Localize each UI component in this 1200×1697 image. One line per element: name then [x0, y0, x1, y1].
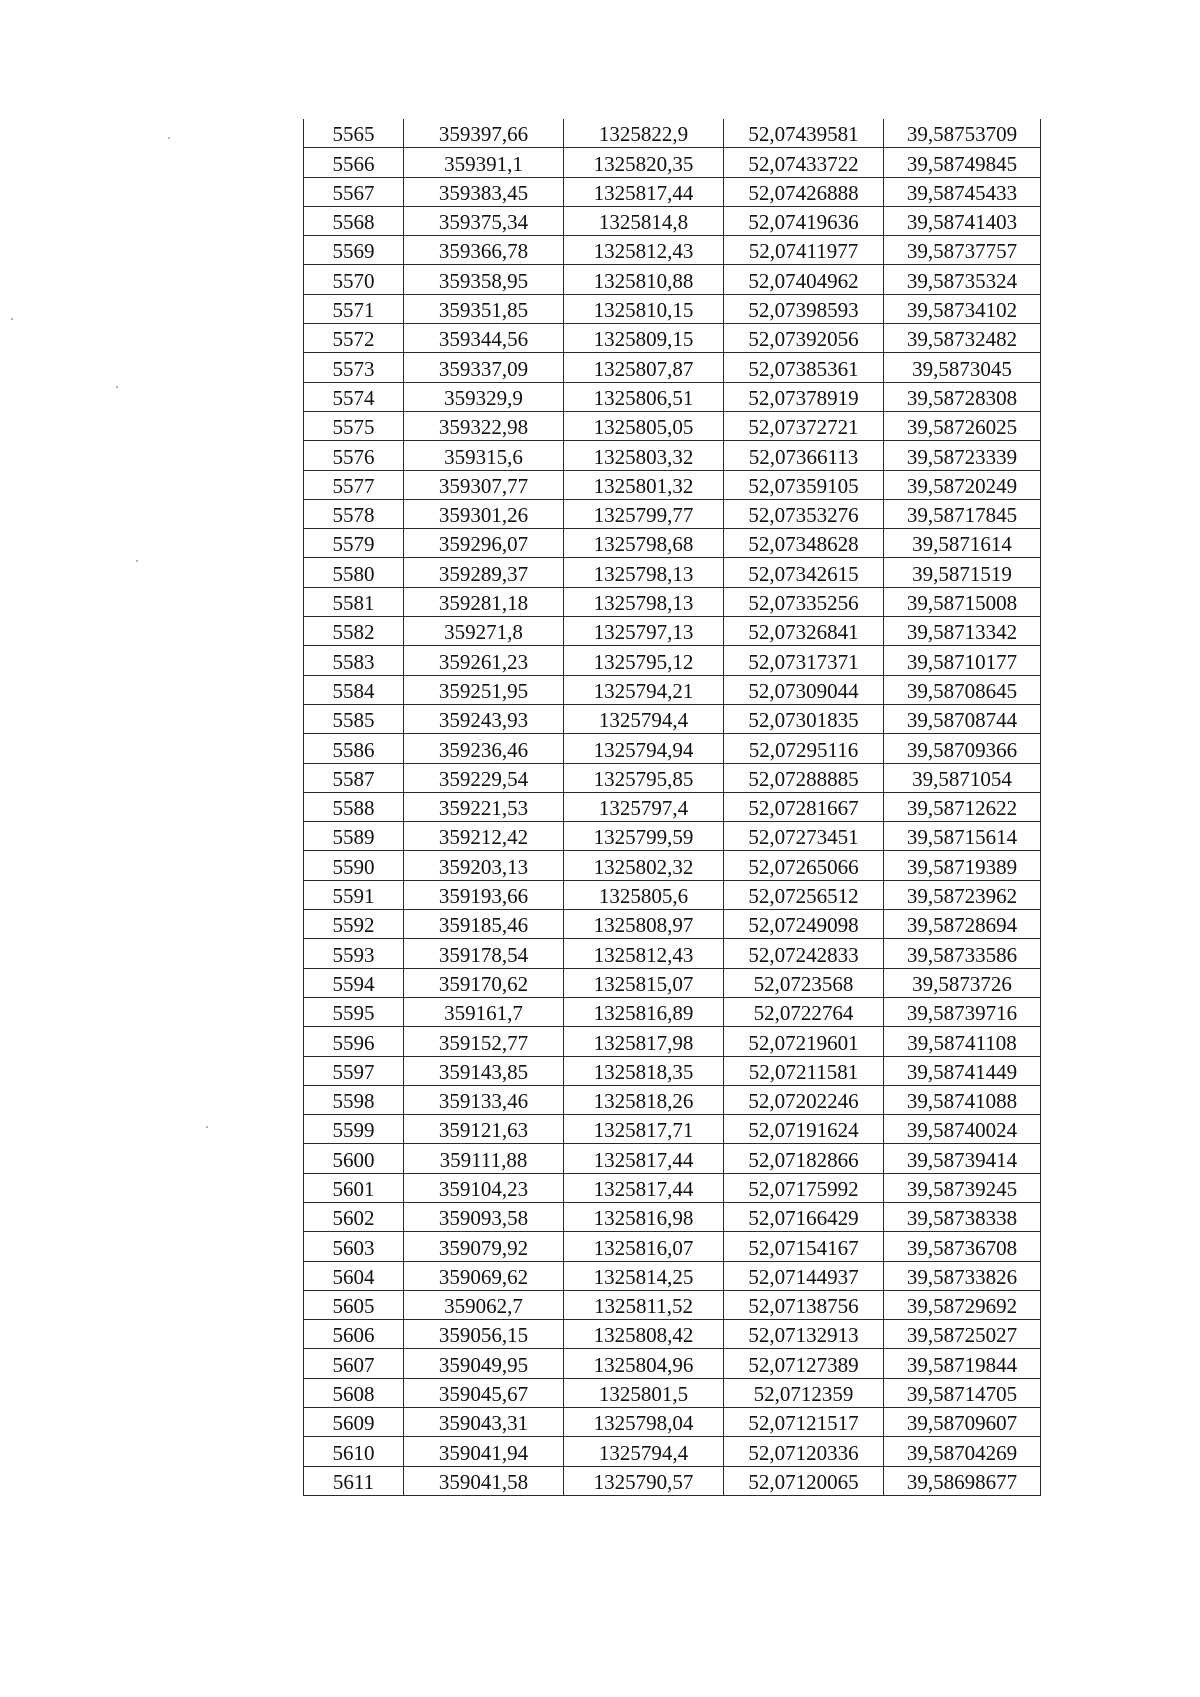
latitude-cell: 52,07378919 — [724, 382, 884, 411]
longitude-cell: 39,58753709 — [884, 119, 1041, 148]
table-row — [304, 910, 1041, 939]
point-number-cell: 5565 — [304, 119, 404, 148]
x-coordinate-cell: 359358,95 — [404, 265, 564, 294]
longitude-cell: 39,58715008 — [884, 587, 1041, 616]
table-row — [304, 1056, 1041, 1085]
latitude-cell: 52,07366113 — [724, 441, 884, 470]
y-coordinate-cell: 1325818,35 — [564, 1056, 724, 1085]
y-coordinate-cell: 1325797,13 — [564, 617, 724, 646]
point-number-cell: 5607 — [304, 1349, 404, 1378]
point-number-cell: 5600 — [304, 1144, 404, 1173]
y-coordinate-cell: 1325814,8 — [564, 206, 724, 235]
table-row — [304, 1173, 1041, 1202]
point-number-cell: 5581 — [304, 587, 404, 616]
latitude-cell: 52,07385361 — [724, 353, 884, 382]
point-number-cell: 5608 — [304, 1378, 404, 1407]
scan-speck — [11, 318, 13, 320]
longitude-cell: 39,5871054 — [884, 763, 1041, 792]
point-number-cell: 5588 — [304, 792, 404, 821]
y-coordinate-cell: 1325822,9 — [564, 119, 724, 148]
latitude-cell: 52,07256512 — [724, 880, 884, 909]
x-coordinate-cell: 359351,85 — [404, 294, 564, 323]
longitude-cell: 39,58735324 — [884, 265, 1041, 294]
table-row — [304, 1027, 1041, 1056]
latitude-cell: 52,07242833 — [724, 939, 884, 968]
table-row — [304, 675, 1041, 704]
latitude-cell: 52,07309044 — [724, 675, 884, 704]
table-row — [304, 763, 1041, 792]
longitude-cell: 39,58745433 — [884, 177, 1041, 206]
longitude-cell: 39,58729692 — [884, 1290, 1041, 1319]
latitude-cell: 52,07404962 — [724, 265, 884, 294]
longitude-cell: 39,58739716 — [884, 997, 1041, 1026]
x-coordinate-cell: 359170,62 — [404, 968, 564, 997]
table-row — [304, 1466, 1041, 1495]
longitude-cell: 39,58726025 — [884, 411, 1041, 440]
latitude-cell: 52,07419636 — [724, 206, 884, 235]
latitude-cell: 52,07359105 — [724, 470, 884, 499]
x-coordinate-cell: 359152,77 — [404, 1027, 564, 1056]
latitude-cell: 52,07154167 — [724, 1232, 884, 1261]
longitude-cell: 39,58717845 — [884, 499, 1041, 528]
y-coordinate-cell: 1325794,21 — [564, 675, 724, 704]
y-coordinate-cell: 1325810,88 — [564, 265, 724, 294]
longitude-cell: 39,58704269 — [884, 1437, 1041, 1466]
point-number-cell: 5589 — [304, 822, 404, 851]
x-coordinate-cell: 359344,56 — [404, 324, 564, 353]
point-number-cell: 5578 — [304, 499, 404, 528]
y-coordinate-cell: 1325802,32 — [564, 851, 724, 880]
table-row — [304, 646, 1041, 675]
point-number-cell: 5579 — [304, 529, 404, 558]
coordinates-table — [303, 119, 1041, 1496]
table-row — [304, 1437, 1041, 1466]
point-number-cell: 5582 — [304, 617, 404, 646]
point-number-cell: 5576 — [304, 441, 404, 470]
y-coordinate-cell: 1325816,89 — [564, 997, 724, 1026]
point-number-cell: 5611 — [304, 1466, 404, 1495]
point-number-cell: 5593 — [304, 939, 404, 968]
x-coordinate-cell: 359178,54 — [404, 939, 564, 968]
table-row — [304, 148, 1041, 177]
scan-speck — [136, 560, 138, 562]
scan-speck — [116, 386, 118, 388]
y-coordinate-cell: 1325798,13 — [564, 558, 724, 587]
table-row — [304, 704, 1041, 733]
point-number-cell: 5574 — [304, 382, 404, 411]
longitude-cell: 39,58709366 — [884, 734, 1041, 763]
table-row — [304, 939, 1041, 968]
latitude-cell: 52,07392056 — [724, 324, 884, 353]
point-number-cell: 5598 — [304, 1085, 404, 1114]
point-number-cell: 5585 — [304, 704, 404, 733]
table-row — [304, 1115, 1041, 1144]
latitude-cell: 52,07138756 — [724, 1290, 884, 1319]
latitude-cell: 52,07127389 — [724, 1349, 884, 1378]
y-coordinate-cell: 1325817,44 — [564, 177, 724, 206]
latitude-cell: 52,07326841 — [724, 617, 884, 646]
latitude-cell: 52,07219601 — [724, 1027, 884, 1056]
table-row — [304, 1144, 1041, 1173]
x-coordinate-cell: 359289,37 — [404, 558, 564, 587]
x-coordinate-cell: 359251,95 — [404, 675, 564, 704]
table-row — [304, 324, 1041, 353]
x-coordinate-cell: 359296,07 — [404, 529, 564, 558]
latitude-cell: 52,07372721 — [724, 411, 884, 440]
point-number-cell: 5571 — [304, 294, 404, 323]
table-row — [304, 1349, 1041, 1378]
x-coordinate-cell: 359383,45 — [404, 177, 564, 206]
longitude-cell: 39,58739245 — [884, 1173, 1041, 1202]
latitude-cell: 52,07317371 — [724, 646, 884, 675]
y-coordinate-cell: 1325805,6 — [564, 880, 724, 909]
y-coordinate-cell: 1325812,43 — [564, 939, 724, 968]
x-coordinate-cell: 359337,09 — [404, 353, 564, 382]
x-coordinate-cell: 359133,46 — [404, 1085, 564, 1114]
x-coordinate-cell: 359203,13 — [404, 851, 564, 880]
table-row — [304, 792, 1041, 821]
x-coordinate-cell: 359043,31 — [404, 1408, 564, 1437]
longitude-cell: 39,58738338 — [884, 1202, 1041, 1231]
x-coordinate-cell: 359281,18 — [404, 587, 564, 616]
longitude-cell: 39,58741088 — [884, 1085, 1041, 1114]
longitude-cell: 39,58698677 — [884, 1466, 1041, 1495]
longitude-cell: 39,58719389 — [884, 851, 1041, 880]
y-coordinate-cell: 1325809,15 — [564, 324, 724, 353]
latitude-cell: 52,0723568 — [724, 968, 884, 997]
latitude-cell: 52,07411977 — [724, 236, 884, 265]
y-coordinate-cell: 1325816,07 — [564, 1232, 724, 1261]
y-coordinate-cell: 1325795,12 — [564, 646, 724, 675]
point-number-cell: 5566 — [304, 148, 404, 177]
latitude-cell: 52,07144937 — [724, 1261, 884, 1290]
x-coordinate-cell: 359366,78 — [404, 236, 564, 265]
longitude-cell: 39,5873045 — [884, 353, 1041, 382]
latitude-cell: 52,07353276 — [724, 499, 884, 528]
table-row — [304, 558, 1041, 587]
x-coordinate-cell: 359397,66 — [404, 119, 564, 148]
x-coordinate-cell: 359271,8 — [404, 617, 564, 646]
point-number-cell: 5583 — [304, 646, 404, 675]
x-coordinate-cell: 359079,92 — [404, 1232, 564, 1261]
table-row — [304, 499, 1041, 528]
latitude-cell: 52,07335256 — [724, 587, 884, 616]
x-coordinate-cell: 359093,58 — [404, 1202, 564, 1231]
x-coordinate-cell: 359056,15 — [404, 1320, 564, 1349]
table-row — [304, 734, 1041, 763]
x-coordinate-cell: 359045,67 — [404, 1378, 564, 1407]
y-coordinate-cell: 1325804,96 — [564, 1349, 724, 1378]
x-coordinate-cell: 359212,42 — [404, 822, 564, 851]
point-number-cell: 5575 — [304, 411, 404, 440]
longitude-cell: 39,58720249 — [884, 470, 1041, 499]
longitude-cell: 39,58736708 — [884, 1232, 1041, 1261]
table-row — [304, 294, 1041, 323]
y-coordinate-cell: 1325794,94 — [564, 734, 724, 763]
table-row — [304, 1320, 1041, 1349]
point-number-cell: 5595 — [304, 997, 404, 1026]
point-number-cell: 5569 — [304, 236, 404, 265]
y-coordinate-cell: 1325805,05 — [564, 411, 724, 440]
table-row — [304, 968, 1041, 997]
point-number-cell: 5577 — [304, 470, 404, 499]
longitude-cell: 39,58725027 — [884, 1320, 1041, 1349]
table-row — [304, 880, 1041, 909]
longitude-cell: 39,58740024 — [884, 1115, 1041, 1144]
longitude-cell: 39,58737757 — [884, 236, 1041, 265]
point-number-cell: 5590 — [304, 851, 404, 880]
latitude-cell: 52,07265066 — [724, 851, 884, 880]
table-row — [304, 441, 1041, 470]
latitude-cell: 52,07426888 — [724, 177, 884, 206]
point-number-cell: 5567 — [304, 177, 404, 206]
x-coordinate-cell: 359315,6 — [404, 441, 564, 470]
y-coordinate-cell: 1325797,4 — [564, 792, 724, 821]
point-number-cell: 5584 — [304, 675, 404, 704]
longitude-cell: 39,58715614 — [884, 822, 1041, 851]
table-row — [304, 1290, 1041, 1319]
table-row — [304, 617, 1041, 646]
y-coordinate-cell: 1325801,32 — [564, 470, 724, 499]
table-row — [304, 470, 1041, 499]
point-number-cell: 5594 — [304, 968, 404, 997]
table-row — [304, 236, 1041, 265]
latitude-cell: 52,0712359 — [724, 1378, 884, 1407]
latitude-cell: 52,07295116 — [724, 734, 884, 763]
point-number-cell: 5596 — [304, 1027, 404, 1056]
point-number-cell: 5572 — [304, 324, 404, 353]
y-coordinate-cell: 1325807,87 — [564, 353, 724, 382]
longitude-cell: 39,58732482 — [884, 324, 1041, 353]
table-row — [304, 382, 1041, 411]
latitude-cell: 52,07249098 — [724, 910, 884, 939]
point-number-cell: 5568 — [304, 206, 404, 235]
x-coordinate-cell: 359185,46 — [404, 910, 564, 939]
longitude-cell: 39,58713342 — [884, 617, 1041, 646]
y-coordinate-cell: 1325808,42 — [564, 1320, 724, 1349]
latitude-cell: 52,07342615 — [724, 558, 884, 587]
x-coordinate-cell: 359193,66 — [404, 880, 564, 909]
longitude-cell: 39,5871614 — [884, 529, 1041, 558]
longitude-cell: 39,58728308 — [884, 382, 1041, 411]
table-row — [304, 529, 1041, 558]
x-coordinate-cell: 359049,95 — [404, 1349, 564, 1378]
x-coordinate-cell: 359104,23 — [404, 1173, 564, 1202]
longitude-cell: 39,58712622 — [884, 792, 1041, 821]
y-coordinate-cell: 1325815,07 — [564, 968, 724, 997]
longitude-cell: 39,58708645 — [884, 675, 1041, 704]
point-number-cell: 5606 — [304, 1320, 404, 1349]
longitude-cell: 39,58733586 — [884, 939, 1041, 968]
point-number-cell: 5591 — [304, 880, 404, 909]
x-coordinate-cell: 359261,23 — [404, 646, 564, 675]
x-coordinate-cell: 359243,93 — [404, 704, 564, 733]
longitude-cell: 39,58710177 — [884, 646, 1041, 675]
scan-speck — [206, 1126, 208, 1128]
y-coordinate-cell: 1325795,85 — [564, 763, 724, 792]
y-coordinate-cell: 1325798,04 — [564, 1408, 724, 1437]
x-coordinate-cell: 359329,9 — [404, 382, 564, 411]
x-coordinate-cell: 359322,98 — [404, 411, 564, 440]
latitude-cell: 52,07433722 — [724, 148, 884, 177]
table-row — [304, 119, 1041, 148]
y-coordinate-cell: 1325799,77 — [564, 499, 724, 528]
table-row — [304, 822, 1041, 851]
longitude-cell: 39,58723962 — [884, 880, 1041, 909]
point-number-cell: 5580 — [304, 558, 404, 587]
x-coordinate-cell: 359229,54 — [404, 763, 564, 792]
longitude-cell: 39,58714705 — [884, 1378, 1041, 1407]
x-coordinate-cell: 359236,46 — [404, 734, 564, 763]
longitude-cell: 39,58741403 — [884, 206, 1041, 235]
table-row — [304, 1085, 1041, 1114]
x-coordinate-cell: 359111,88 — [404, 1144, 564, 1173]
latitude-cell: 52,07121517 — [724, 1408, 884, 1437]
y-coordinate-cell: 1325798,13 — [564, 587, 724, 616]
scan-speck — [168, 137, 170, 139]
x-coordinate-cell: 359221,53 — [404, 792, 564, 821]
latitude-cell: 52,07348628 — [724, 529, 884, 558]
latitude-cell: 52,07288885 — [724, 763, 884, 792]
table-row — [304, 1261, 1041, 1290]
x-coordinate-cell: 359307,77 — [404, 470, 564, 499]
table-row — [304, 851, 1041, 880]
longitude-cell: 39,58734102 — [884, 294, 1041, 323]
y-coordinate-cell: 1325818,26 — [564, 1085, 724, 1114]
y-coordinate-cell: 1325817,98 — [564, 1027, 724, 1056]
y-coordinate-cell: 1325812,43 — [564, 236, 724, 265]
y-coordinate-cell: 1325794,4 — [564, 1437, 724, 1466]
point-number-cell: 5587 — [304, 763, 404, 792]
longitude-cell: 39,58708744 — [884, 704, 1041, 733]
x-coordinate-cell: 359161,7 — [404, 997, 564, 1026]
x-coordinate-cell: 359041,58 — [404, 1466, 564, 1495]
y-coordinate-cell: 1325811,52 — [564, 1290, 724, 1319]
latitude-cell: 52,07281667 — [724, 792, 884, 821]
longitude-cell: 39,58741108 — [884, 1027, 1041, 1056]
y-coordinate-cell: 1325808,97 — [564, 910, 724, 939]
y-coordinate-cell: 1325801,5 — [564, 1378, 724, 1407]
y-coordinate-cell: 1325817,44 — [564, 1144, 724, 1173]
longitude-cell: 39,5871519 — [884, 558, 1041, 587]
latitude-cell: 52,07120065 — [724, 1466, 884, 1495]
point-number-cell: 5601 — [304, 1173, 404, 1202]
longitude-cell: 39,58749845 — [884, 148, 1041, 177]
coordinates-table-body — [304, 119, 1041, 1495]
x-coordinate-cell: 359391,1 — [404, 148, 564, 177]
y-coordinate-cell: 1325799,59 — [564, 822, 724, 851]
table-row — [304, 587, 1041, 616]
latitude-cell: 52,07398593 — [724, 294, 884, 323]
x-coordinate-cell: 359121,63 — [404, 1115, 564, 1144]
point-number-cell: 5610 — [304, 1437, 404, 1466]
longitude-cell: 39,58741449 — [884, 1056, 1041, 1085]
latitude-cell: 52,0722764 — [724, 997, 884, 1026]
longitude-cell: 39,58728694 — [884, 910, 1041, 939]
x-coordinate-cell: 359041,94 — [404, 1437, 564, 1466]
point-number-cell: 5599 — [304, 1115, 404, 1144]
latitude-cell: 52,07166429 — [724, 1202, 884, 1231]
latitude-cell: 52,07211581 — [724, 1056, 884, 1085]
point-number-cell: 5602 — [304, 1202, 404, 1231]
table-row — [304, 1202, 1041, 1231]
y-coordinate-cell: 1325806,51 — [564, 382, 724, 411]
latitude-cell: 52,07182866 — [724, 1144, 884, 1173]
longitude-cell: 39,58709607 — [884, 1408, 1041, 1437]
table-row — [304, 1378, 1041, 1407]
point-number-cell: 5597 — [304, 1056, 404, 1085]
latitude-cell: 52,07120336 — [724, 1437, 884, 1466]
point-number-cell: 5604 — [304, 1261, 404, 1290]
table-row — [304, 1232, 1041, 1261]
longitude-cell: 39,58723339 — [884, 441, 1041, 470]
latitude-cell: 52,07202246 — [724, 1085, 884, 1114]
longitude-cell: 39,58719844 — [884, 1349, 1041, 1378]
y-coordinate-cell: 1325810,15 — [564, 294, 724, 323]
x-coordinate-cell: 359301,26 — [404, 499, 564, 528]
y-coordinate-cell: 1325814,25 — [564, 1261, 724, 1290]
x-coordinate-cell: 359143,85 — [404, 1056, 564, 1085]
table-row — [304, 177, 1041, 206]
latitude-cell: 52,07439581 — [724, 119, 884, 148]
x-coordinate-cell: 359062,7 — [404, 1290, 564, 1319]
latitude-cell: 52,07273451 — [724, 822, 884, 851]
latitude-cell: 52,07301835 — [724, 704, 884, 733]
table-row — [304, 997, 1041, 1026]
point-number-cell: 5570 — [304, 265, 404, 294]
y-coordinate-cell: 1325803,32 — [564, 441, 724, 470]
latitude-cell: 52,07191624 — [724, 1115, 884, 1144]
latitude-cell: 52,07175992 — [724, 1173, 884, 1202]
table-row — [304, 411, 1041, 440]
y-coordinate-cell: 1325794,4 — [564, 704, 724, 733]
point-number-cell: 5573 — [304, 353, 404, 382]
y-coordinate-cell: 1325798,68 — [564, 529, 724, 558]
longitude-cell: 39,58739414 — [884, 1144, 1041, 1173]
y-coordinate-cell: 1325816,98 — [564, 1202, 724, 1231]
point-number-cell: 5605 — [304, 1290, 404, 1319]
point-number-cell: 5603 — [304, 1232, 404, 1261]
y-coordinate-cell: 1325820,35 — [564, 148, 724, 177]
x-coordinate-cell: 359069,62 — [404, 1261, 564, 1290]
table-row — [304, 206, 1041, 235]
point-number-cell: 5586 — [304, 734, 404, 763]
point-number-cell: 5592 — [304, 910, 404, 939]
y-coordinate-cell: 1325790,57 — [564, 1466, 724, 1495]
y-coordinate-cell: 1325817,44 — [564, 1173, 724, 1202]
table-row — [304, 265, 1041, 294]
table-row — [304, 1408, 1041, 1437]
point-number-cell: 5609 — [304, 1408, 404, 1437]
longitude-cell: 39,5873726 — [884, 968, 1041, 997]
latitude-cell: 52,07132913 — [724, 1320, 884, 1349]
x-coordinate-cell: 359375,34 — [404, 206, 564, 235]
y-coordinate-cell: 1325817,71 — [564, 1115, 724, 1144]
table-row — [304, 353, 1041, 382]
longitude-cell: 39,58733826 — [884, 1261, 1041, 1290]
